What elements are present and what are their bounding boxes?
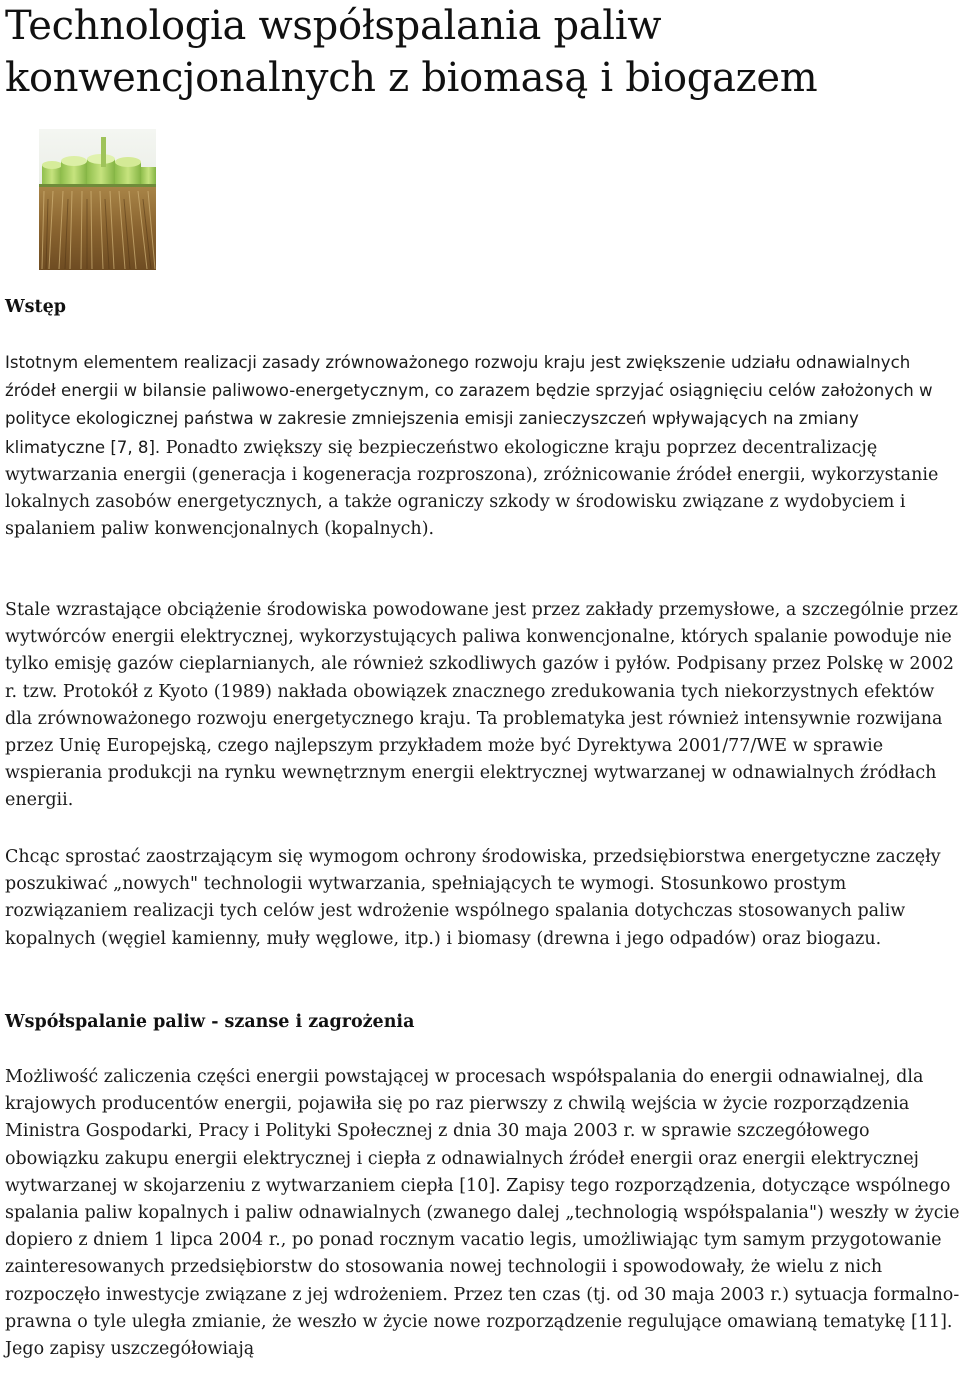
intro-paragraph-2: Stale wzrastające obciążenie środowiska powodowane jest przez zakłady przemysłowe, a szczególnie przez wytwórców energii elektrycznej, wykorzystujących paliwa konwencjonalne, których spalanie powoduje nie tylko emisję gazów cieplarnianych, ale również szkodliwych gazów i pyłów. Podpisany przez Polskę w 2002 r. tzw. Protokół z Kyoto (1989) nakłada obowiązek znacznego zredukowania tych niekorzystnych efektów dla zrównoważonego rozwoju energetycznego kraju. Ta problematyka jest również intensywnie rozwijana przez Unię Europejską, czego najlepszym przykładem może być Dyrektywa 2001/77/WE w sprawie wspierania produkcji na rynku wewnętrznym energii elektrycznej wytwarzanej w odnawialnych źródłach energii. (5, 600, 958, 811)
section-heading-cofiring: Współspalanie paliw - szanse i zagrożenia (5, 1012, 415, 1032)
intro-paragraph-1-serif: Ponadto zwiększy się bezpieczeństwo ekologiczne kraju poprzez decentralizację wytwarzania energii (generacja i kogeneracja rozproszona), zróżnicowanie źródeł energii, wykorzystanie lokalnych zasobów energetycznych, a także ograniczy szkody w środowisku związane z wydobyciem i spalaniem paliw konwencjonalnych (kopalnych). (5, 437, 939, 540)
cofiring-paragraph-1: Możliwość zaliczenia części energii powstającej w procesach współspalania do energii odnawialnej, dla krajowych producentów energii, pojawiła się po raz pierwszy z chwilą wejścia w życie rozporządzenia Ministra Gospodarki, Pracy i Polityki Społecznej z dnia 30 maja 2003 r. w sprawie szczegółowego obowiązku zakupu energii elektrycznej i ciepła z odnawialnych źródeł energii oraz energii elektrycznej wytwarzanej w skojarzeniu z wytwarzaniem ciepła [10]. Zapisy tego rozporządzenia, dotyczące wspólnego spalania paliw kopalnych i paliw odnawialnych (zwanego dalej „technologią współspalania") weszły w życie dopiero z dniem 1 lipca 2004 r., po ponad rocznym vacatio legis, umożliwiając tym samym przygotowanie zainteresowanych przedsiębiorstw do stosowania nowej technologii i spowodowały, że wielu z nich rozpoczęło inwestycje związane z jej wdrożeniem. Przez ten czas (tj. od 30 maja 2003 r.) sytuacja formalno-prawna o tyle uległa zmianie, że weszło w życie nowe rozporządzenie regulujące omawianą tematykę [11]. Jego zapisy uszczegółowiają (5, 1067, 960, 1360)
intro-paragraph-3: Chcąc sprostać zaostrzającym się wymogom ochrony środowiska, przedsiębiorstwa energetyczne zaczęły poszukiwać „nowych" technologii wytwarzania, spełniających te wymogi. Stosunkowo prostym rozwiązaniem realizacji tych celów jest wdrożenie wspólnego spalania dotychczas stosowanych paliw kopalnych (węgiel kamienny, muły węglowe, itp.) i biomasy (drewna i jego odpadów) oraz biogazu. (5, 847, 941, 949)
article (5, 0, 960, 1360)
intro-paragraph-1-sans: Istotnym elementem realizacji zasady zrównoważonego rozwoju kraju jest zwiększenie udziału odnawialnych źródeł energii w bilansie paliwowo-energetycznym, co zarazem będzie sprzyjać osiągnięciu celów założonych w polityce ekologicznej państwa w zakresie zmniejszenia emisji zanieczyszczeń wpływających na zmiany klimatyczne [7, 8]. (5, 353, 933, 457)
intro-paragraph-1 (5, 349, 960, 543)
section-heading-intro: Wstęp (5, 297, 66, 317)
hero-image (39, 129, 156, 270)
article-title: Technologia współspalania paliw konwencjonalnych z biomasą i biogazem (5, 3, 818, 101)
